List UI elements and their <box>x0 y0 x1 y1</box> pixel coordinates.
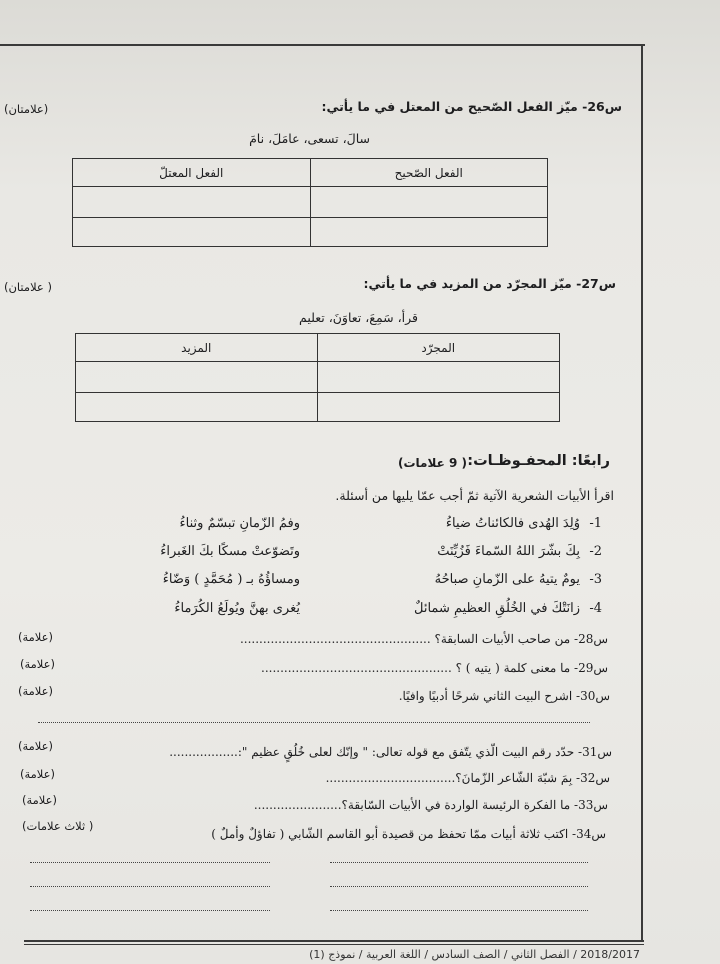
footer-rule <box>24 944 644 945</box>
q27-marks: ( علامتان) <box>4 280 52 294</box>
q31-marks: (علامة) <box>18 739 54 753</box>
top-border <box>0 44 645 46</box>
q26-table <box>72 158 548 247</box>
q27-label: س27- ميّز المجرّد من المزيد في ما يأتي: <box>363 276 616 291</box>
q34-text: س34- اكتب ثلاثة أبيات ممّا تحفظ من قصيدة أبو القاسم الشّابي ( تفاؤلٌ وأملٌ ) <box>211 827 606 841</box>
verse-second-hemistich: وتَضوّعتْ مسكًا بكَ الغَبراءُ <box>160 544 300 559</box>
q34-answer-line[interactable] <box>30 862 270 863</box>
q29-text: س29- ما معنى كلمة ( يتيه ) ؟ .................................................. <box>261 661 608 675</box>
q26-header-weak: الفعل المعتلّ <box>73 159 311 187</box>
q30-text: س30- اشرح البيت الثاني شرحًا أدبيًا وافيًا. <box>398 689 610 703</box>
q34-answer-line[interactable] <box>30 910 270 911</box>
q26-cell[interactable] <box>310 218 548 247</box>
q26-cell[interactable] <box>310 187 548 218</box>
q32-text: س32- بِمَ شبّهَ الشّاعر الزّمانَ؟.................................. <box>325 771 610 785</box>
q27-header-augmented: المزيد <box>76 334 318 362</box>
q27-cell[interactable] <box>76 393 318 422</box>
q30-marks: (علامة) <box>18 684 54 698</box>
q26-cell[interactable] <box>73 187 311 218</box>
q34-answer-line[interactable] <box>330 886 588 887</box>
q34-answer-line[interactable] <box>330 910 588 911</box>
q33-marks: (علامة) <box>22 793 58 807</box>
verse-first-hemistich: زانَتْكَ في الخُلُقِ العظيمِ شمائلٌ <box>414 601 580 616</box>
verse-number: 3- <box>589 572 602 587</box>
section4-title: رابعًا: المحفـوظـات: <box>467 453 610 469</box>
q31-text: س31- حدّد رقم البيت الّذي يتّفق مع قوله تعالى: " وإنّك لعلى خُلُقٍ عظيم ":.................. <box>169 745 612 759</box>
right-border <box>641 44 643 940</box>
q27-cell[interactable] <box>317 393 560 422</box>
q34-answer-line[interactable] <box>30 886 270 887</box>
verse-first-hemistich: يومٌ يتيهُ على الزّمانِ صباحُهُ <box>434 572 580 587</box>
q28-text: س28- من صاحب الأبيات السابقة؟ .................................................. <box>239 632 608 646</box>
q26-marks: (علامتان) <box>4 102 49 116</box>
q26-label: س26- ميّز الفعل الصّحيح من المعتل في ما يأتي: <box>321 99 622 114</box>
q28-marks: (علامة) <box>18 630 54 644</box>
q27-header-bare: المجرّد <box>317 334 560 362</box>
q30-answer-line[interactable] <box>38 722 590 723</box>
verse-second-hemistich: وفمُ الزّمانِ تبسّمٌ وثناءُ <box>179 516 300 531</box>
q27-table <box>75 333 560 422</box>
q34-marks: ( ثلاث علامات) <box>22 819 94 833</box>
section4-marks: ( 9 علامات) <box>398 456 467 470</box>
q27-words: قرأ، سَمِعَ، تعاوَنَ، تعليم <box>299 310 418 325</box>
footer-text: 2018/2017 / الفصل الثاني / الصف السادس / اللغة العربية / نموذج (1) <box>309 948 640 961</box>
section4-instruction: اقرأ الأبيات الشعرية الآتية ثمّ أجب عمّا يليها من أسئلة. <box>335 488 614 503</box>
q26-words: سالَ، تسعى، عامَلَ، نامَ <box>249 131 370 146</box>
q33-text: س33- ما الفكرة الرئيسة الواردة في الأبيات السّابقة؟....................... <box>253 798 608 812</box>
q26-header-correct: الفعل الصّحيح <box>310 159 548 187</box>
q32-marks: (علامة) <box>20 767 56 781</box>
q27-cell[interactable] <box>317 362 560 393</box>
verse-number: 2- <box>589 544 602 559</box>
verse-first-hemistich: بِكَ بشّرَ اللهُ السّماءَ فَزُيِّنَتْ <box>437 544 580 559</box>
verse-number: 1- <box>589 516 602 531</box>
verse-number: 4- <box>589 601 602 616</box>
q27-cell[interactable] <box>76 362 318 393</box>
q26-cell[interactable] <box>73 218 311 247</box>
verse-second-hemistich: ومساؤُهُ بـ ( مُحَمَّدٍ ) وَضّاءُ <box>162 572 300 587</box>
verse-second-hemistich: يُغرى بهنَّ ويُولَعُ الكُرَماءُ <box>174 601 300 616</box>
footer-rule <box>24 940 644 942</box>
q34-answer-line[interactable] <box>330 862 588 863</box>
q29-marks: (علامة) <box>20 657 56 671</box>
verse-first-hemistich: وُلِدَ الهُدى فالكائناتُ ضياءُ <box>445 516 580 531</box>
